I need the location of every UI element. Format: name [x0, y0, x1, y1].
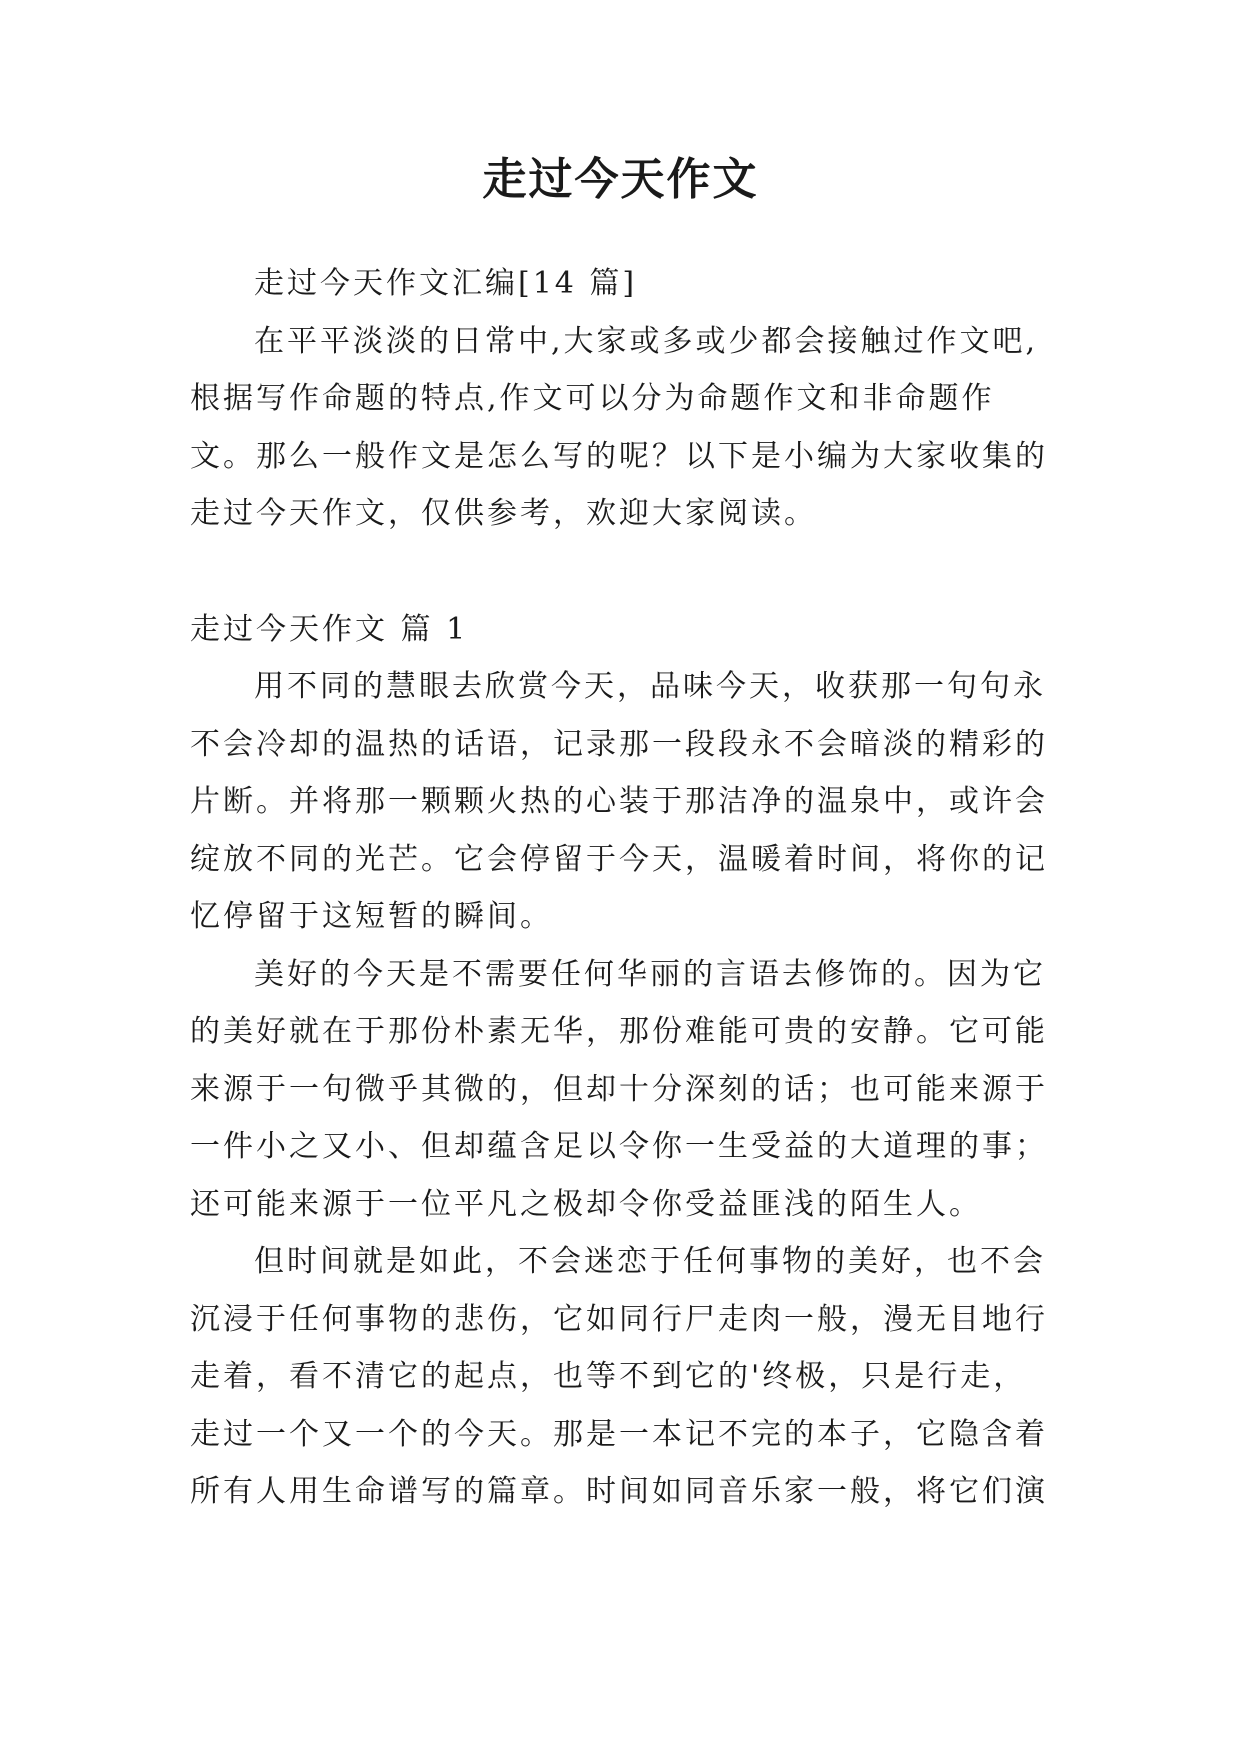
body-paragraph: 美好的今天是不需要任何华丽的言语去修饰的。因为它的美好就在于那份朴素无华，那份难能可贵的安静。它可能来源于一句微乎其微的，但却十分深刻的话；也可能来源于一件小之又小、但却蕴含足以令你一生受益的大道理的事；还可能来源于一位平凡之极却令你受益匪浅的陌生人。 — [190, 956, 1048, 1222]
body-paragraph: 用不同的慧眼去欣赏今天，品味今天，收获那一句句永不会冷却的温热的话语，记录那一段段永不会暗淡的精彩的片断。并将那一颗颗火热的心装于那洁净的温泉中，或许会绽放不同的光芒。它会停留于今天，温暖着时间，将你的记忆停留于这短暂的瞬间。 — [190, 669, 1048, 934]
document-body — [190, 255, 1052, 1521]
section-heading: 走过今天作文 篇 1 — [190, 611, 469, 647]
document-title: 走过今天作文 — [482, 154, 759, 205]
intro-paragraph: 在平平淡淡的日常中,大家或多或少都会接触过作文吧,根据写作命题的特点,作文可以分为命题作文和非命题作文。那么一般作文是怎么写的呢？以下是小编为大家收集的走过今天作文，仅供参考，欢迎大家阅读。 — [190, 323, 1048, 531]
body-paragraph: 但时间就是如此，不会迷恋于任何事物的美好，也不会沉浸于任何事物的悲伤，它如同行尸走肉一般，漫无目地行走着，看不清它的起点，也等不到它的'终极，只是行走，走过一个又一个的今天。那是一本记不完的本子，它隐含着所有人用生命谱写的篇章。时间如同音乐家一般，将它们演 — [190, 1244, 1048, 1509]
document-subtitle: 走过今天作文汇编[14 篇] — [254, 266, 638, 301]
